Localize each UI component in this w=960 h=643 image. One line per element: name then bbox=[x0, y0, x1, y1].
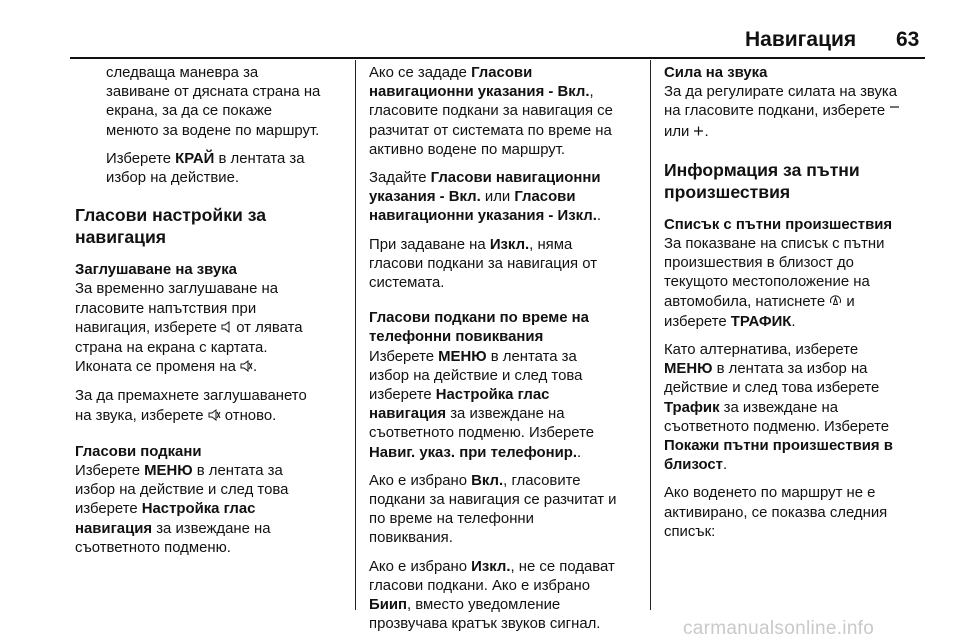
column-divider-1 bbox=[355, 60, 356, 610]
header-rule bbox=[70, 57, 925, 59]
subheading: Сила на звука bbox=[664, 65, 768, 81]
section-title: Информация за пътни произшествия bbox=[664, 159, 860, 202]
watermark: carmanualsonline.info bbox=[683, 618, 875, 639]
paragraph: За временно заглушаване на гласовите напътствия при навигация, изберете от лявата страна на екрана с картата. Иконата се променя на . bbox=[75, 280, 350, 378]
paragraph: Ако се зададе Гласови навигационни указания - Вкл., гласовите подкани за навигация се разчитат от системата по време на активно водене по маршрут. bbox=[369, 65, 613, 158]
paragraph: Ако е избрано Изкл., не се подават гласови подкани. Ако е избрано Биип, вместо уведомление прозвучава кратък звуков сигнал. bbox=[369, 558, 615, 633]
subheading: Заглушаване на звука bbox=[75, 262, 237, 279]
column-divider-2 bbox=[650, 60, 651, 610]
subheading: Гласови подкани bbox=[75, 443, 202, 460]
paragraph: Изберете МЕНЮ в лентата за избор на действие и след това изберете Настройка глас навигация за извеждане на съответното подменю. Изберете Навиг. указ. при телефонир.. bbox=[369, 348, 595, 461]
speaker-icon bbox=[221, 320, 232, 339]
paragraph: Ако воденето по маршрут не е активирано, се показва следния списък: bbox=[664, 485, 888, 540]
paragraph: При задаване на Изкл., няма гласови подкани за навигация от системата. bbox=[369, 236, 598, 292]
section-title: Гласови настройки за навигация bbox=[75, 205, 267, 248]
page-number: 63 bbox=[896, 28, 920, 51]
paragraph: Изберете КРАЙ в лентата за избор на действие. bbox=[106, 150, 305, 187]
paragraph: За показване на списък с пътни произшествия в близост до текущото местоположение на автомобила, натиснете и изберете ТРАФИК. bbox=[664, 236, 885, 330]
speaker-muted-icon bbox=[208, 408, 221, 427]
paragraph: За да премахнете заглушаването на звука, изберете отново. bbox=[75, 387, 350, 426]
minus-icon bbox=[889, 103, 900, 122]
paragraph: За да регулирате силата на звука на гласовите подкани, изберете или . bbox=[664, 83, 934, 143]
paragraph: Задайте Гласови навигационни указания - Вкл. или Гласови навигационни указания - Изкл.. bbox=[369, 170, 601, 225]
traffic-icon bbox=[829, 294, 842, 313]
column-3 bbox=[664, 64, 934, 551]
column-1 bbox=[75, 64, 350, 567]
paragraph: следваща маневра за завиване от дясната страна на екрана, за да се покаже менюто за водене по маршрут. bbox=[106, 65, 321, 139]
column-2 bbox=[369, 64, 647, 643]
subheading: Списък с пътни произшествия bbox=[664, 216, 893, 233]
menu-term: КРАЙ bbox=[175, 150, 215, 167]
subheading: Гласови подкани по време на телефонни повиквания bbox=[369, 310, 589, 346]
speaker-muted-icon bbox=[240, 359, 253, 378]
plus-icon bbox=[693, 124, 704, 143]
paragraph: Ако е избрано Вкл., гласовите подкани за навигация се разчитат и по време на телефонни повиквания. bbox=[369, 472, 617, 547]
paragraph: Изберете МЕНЮ в лентата за избор на действие и след това изберете Настройка глас навигация за извеждане на съответното подменю. bbox=[75, 463, 289, 556]
paragraph: Като алтернатива, изберете МЕНЮ в лентата за избор на действие и след това изберете Трафик за извеждане на съответното подменю. Изберете Покажи пътни произшествия в близост. bbox=[664, 342, 893, 474]
page-title: Навигация bbox=[745, 28, 857, 51]
